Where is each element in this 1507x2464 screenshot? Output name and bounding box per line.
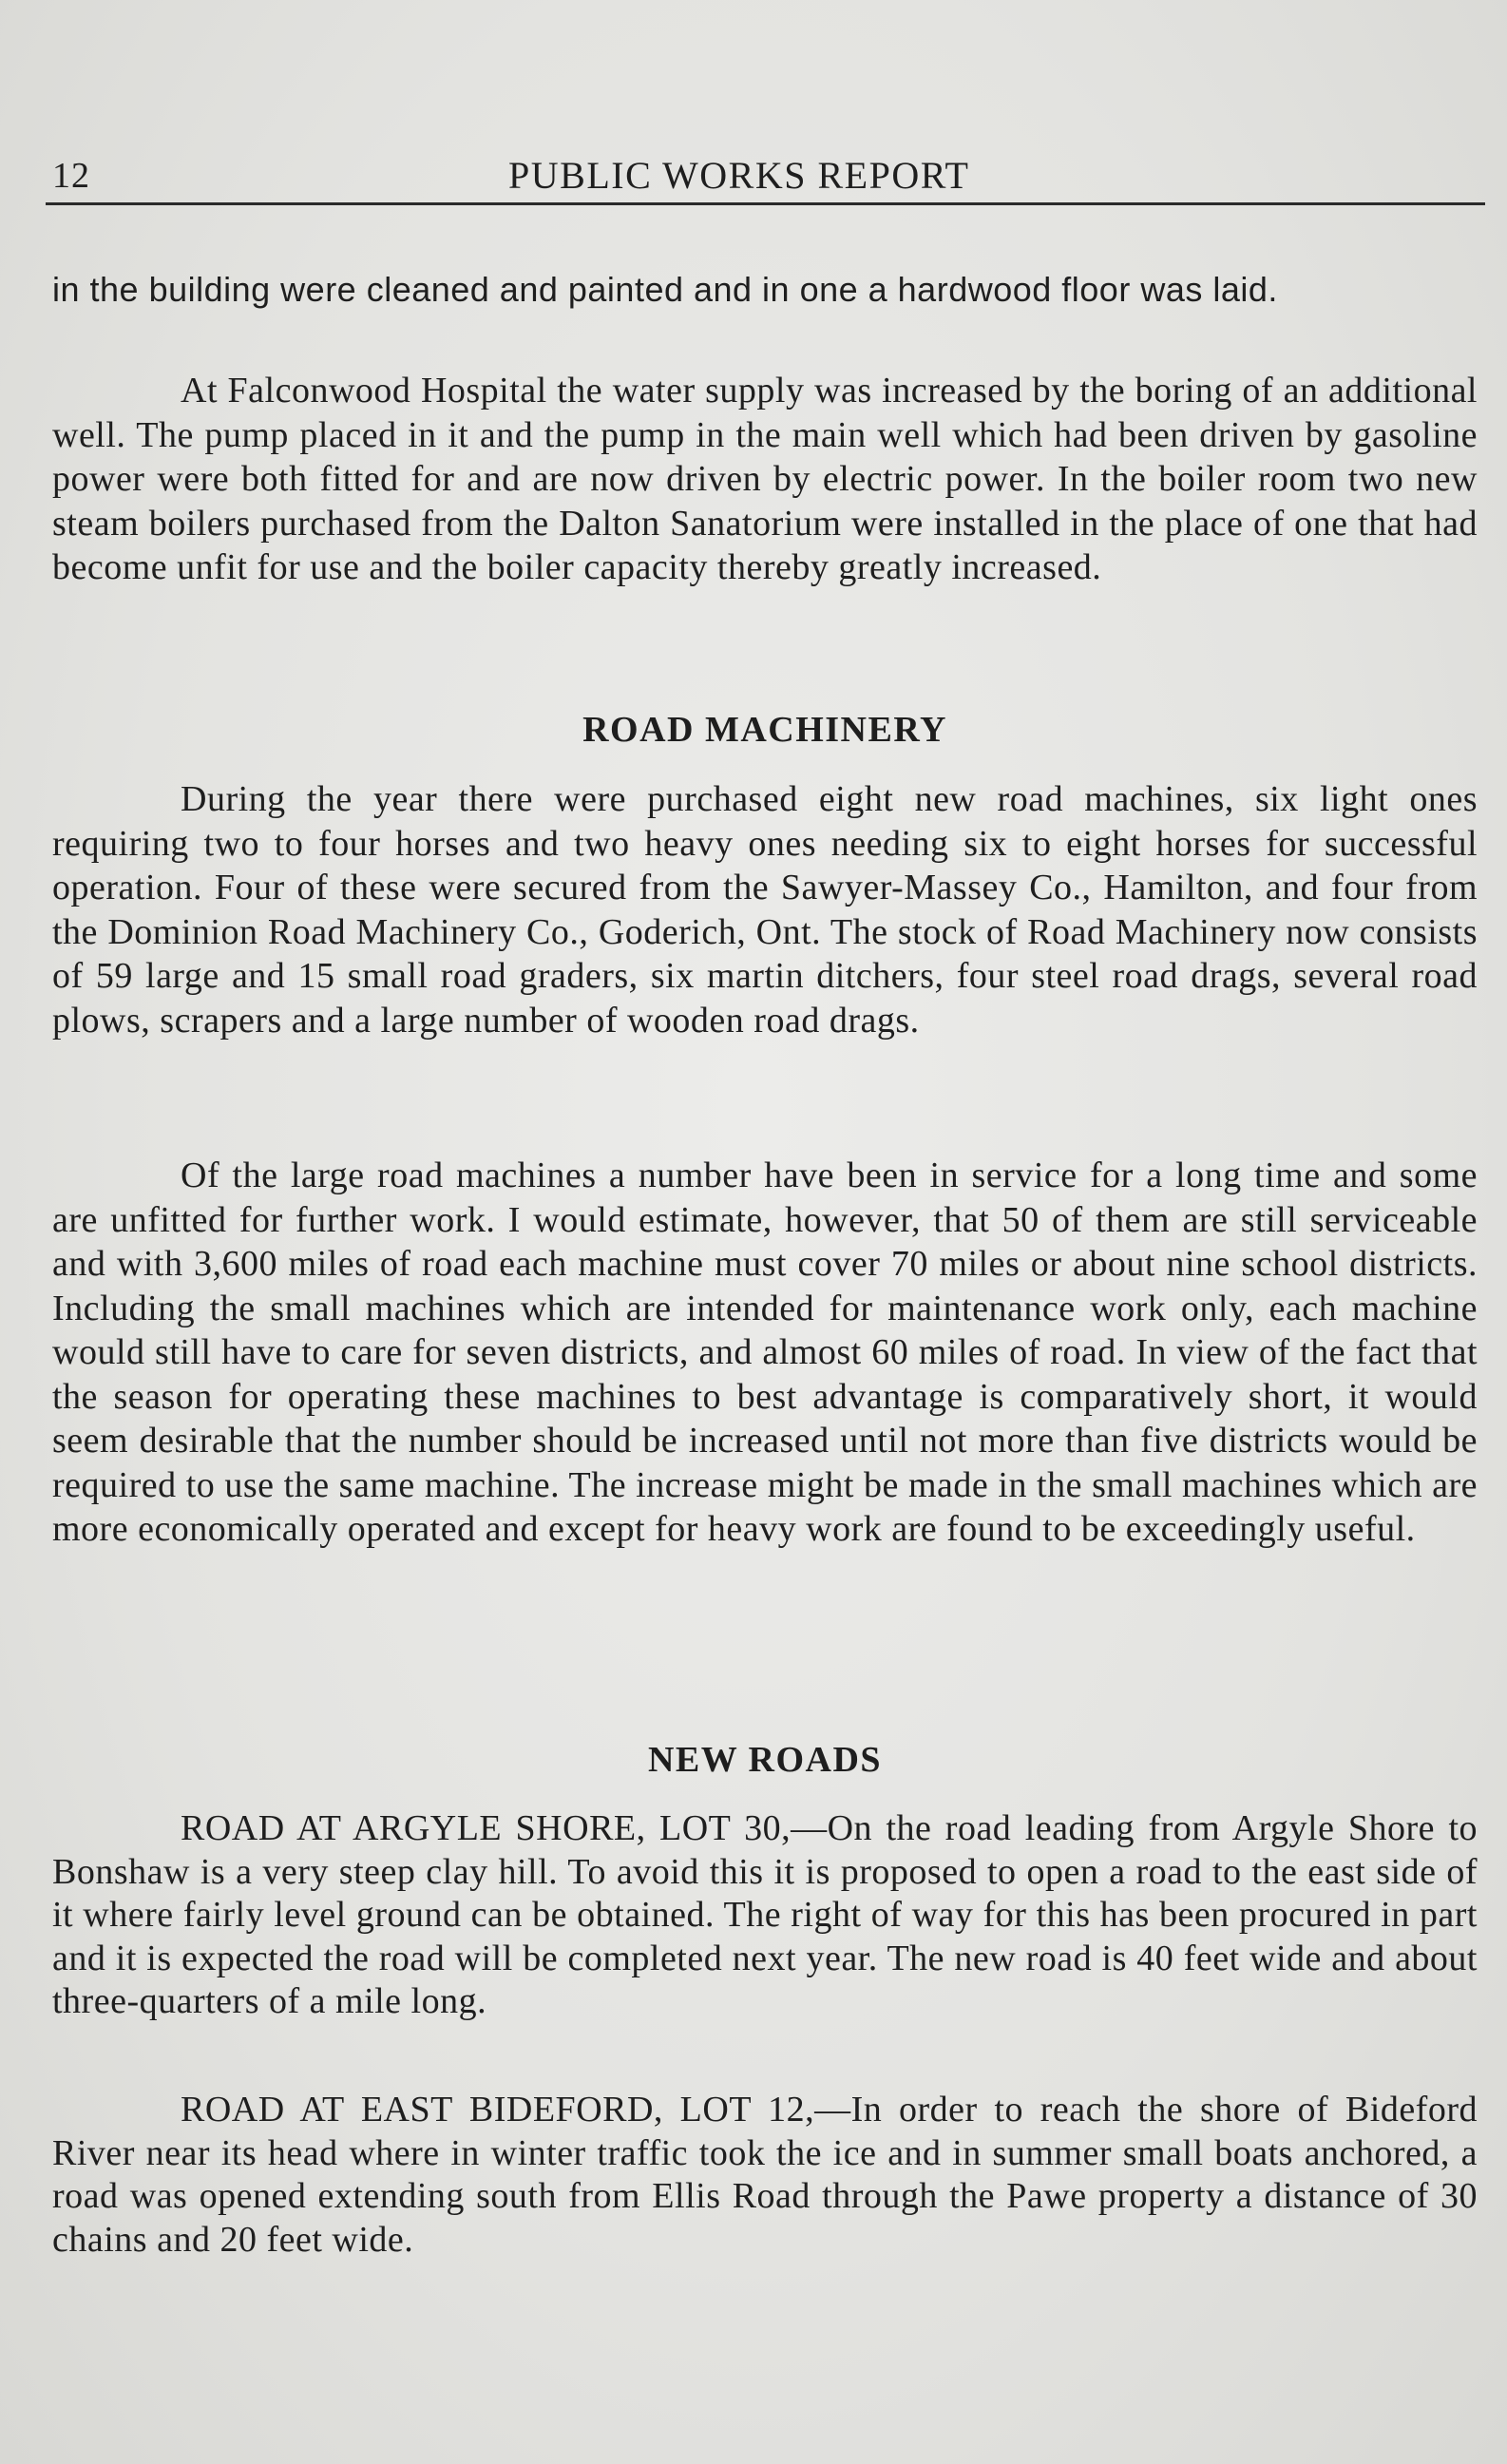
paragraph-falconwood-hospital: At Falconwood Hospital the water supply was increased by the boring of an additional well. The pump placed in it and the pump in the main well which had been driven by gasoline power were both fitted for and are now driven by electric power. In the boiler room two new steam boilers purchased from the Dalton Sanatorium were installed in the place of one that had become unfit for use and the boiler capacity thereby greatly increased. — [52, 371, 1478, 587]
paragraph-road-machines-estimate: Of the large road machines a number have been in service for a long time and some are unfitted for further work. I would estimate, however, that 50 of them are still serviceable and with 3,600 miles of road each machine must cover 70 miles or about nine school districts. Including the small machines which are intended for maintenance work only, each machine would still have to care for seven districts, and almost 60 miles of road. In view of the fact that the season for operating these machines to best advantage is comparatively short, it would seem desirable that the number should be increased until not more than five districts would be required to use the same machine. The increase might be made in the small machines which are more economically operated and except for heavy work are found to be exceedingly useful. — [52, 1156, 1478, 1549]
page-number: 12 — [52, 156, 90, 196]
page-header — [52, 147, 1487, 204]
running-title: PUBLIC WORKS REPORT — [508, 154, 970, 197]
paragraph-building-continuation: in the building were cleaned and painted and in one a hardwood floor was laid. — [52, 270, 1278, 309]
paragraph-argyle-shore-road: ROAD AT ARGYLE SHORE, LOT 30,—On the road leading from Argyle Shore to Bonshaw is a very steep clay hill. To avoid this it is proposed to open a road to the east side of it where fairly level ground can be obtained. The right of way for this has been procured in part and it is expected the road will be completed next year. The new road is 40 feet wide and about three-quarters of a mile long. — [52, 1808, 1478, 2021]
paragraph-east-bideford-road: ROAD AT EAST BIDEFORD, LOT 12,—In order to reach the shore of Bideford River near its head where in winter traffic took the ice and in summer small boats anchored, a road was opened extending south from Ellis Road through the Pawe property a distance of 30 chains and 20 feet wide. — [52, 2090, 1478, 2260]
section-heading-new-roads: NEW ROADS — [647, 1740, 883, 1780]
paragraph-road-machines-purchased: During the year there were purchased eight new road machines, six light ones requiring two to four horses and two heavy ones needing six to eight horses for successful operation. Four of these were secured from the Sawyer-Massey Co., Hamilton, and four from the Dominion Road Machinery Co., Goderich, Ont. The stock of Road Machinery now consists of 59 large and 15 small road graders, six martin ditchers, four steel road drags, several road plows, scrapers and a large number of wooden road drags. — [52, 779, 1478, 1041]
section-heading-road-machinery: ROAD MACHINERY — [582, 710, 947, 750]
header-rule — [46, 202, 1485, 205]
